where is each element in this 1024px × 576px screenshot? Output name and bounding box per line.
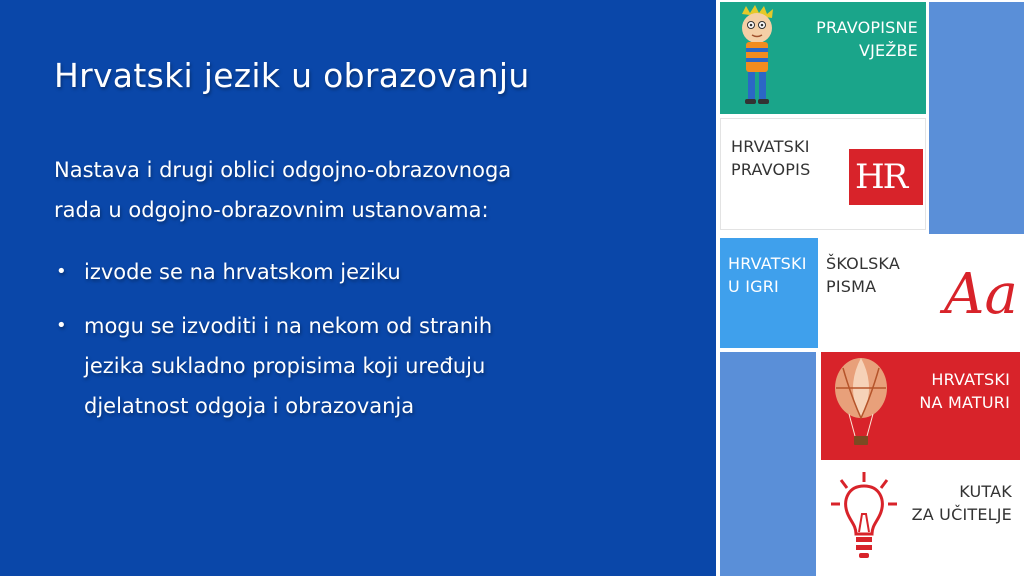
tile-label: HRVATSKI NA MATURI [919, 370, 1010, 412]
tile-hrvatski-na-maturi[interactable] [821, 352, 1020, 460]
resource-tiles-panel [716, 0, 1024, 576]
decorative-block [720, 352, 816, 576]
hot-air-balloon-icon [831, 356, 891, 456]
bullet-item [54, 306, 674, 426]
tile-hrvatski-u-igri[interactable] [720, 238, 818, 348]
tile-label: ŠKOLSKA PISMA [826, 254, 900, 296]
bullet-line: mogu se izvoditi i na nekom od stranih [84, 314, 493, 338]
aa-script-icon: Aa [944, 262, 1018, 327]
intro-line: Nastava i drugi oblici odgojno-obrazovnoga [54, 158, 512, 182]
hr-logo-icon: HR [849, 149, 923, 205]
tile-label: HRVATSKI U IGRI [728, 254, 807, 296]
bullet-item [54, 252, 674, 292]
light-bulb-icon [829, 470, 899, 570]
tile-skolska-pisma[interactable] [820, 238, 1024, 348]
bullet-line: izvode se na hrvatskom jeziku [84, 260, 401, 284]
slide-title: Hrvatski jezik u obrazovanju [54, 56, 530, 95]
tile-label: PRAVOPISNE VJEŽBE [816, 18, 918, 60]
slide-intro [54, 150, 694, 230]
tile-pravopisne-vjezbe[interactable] [720, 2, 926, 114]
cartoon-boy-icon [728, 4, 788, 114]
bullet-list [54, 252, 674, 440]
bullet-line: jezika sukladno propisima koji uređuju [84, 354, 486, 378]
bullet-marker: • [56, 261, 67, 282]
intro-line: rada u odgojno-obrazovnim ustanovama: [54, 198, 489, 222]
decorative-block [929, 2, 1024, 234]
tile-hrvatski-pravopis[interactable] [720, 118, 926, 230]
tile-label: KUTAK ZA UČITELJE [911, 482, 1012, 524]
tile-kutak-za-ucitelje[interactable] [821, 464, 1020, 576]
bullet-line: djelatnost odgoja i obrazovanja [84, 394, 415, 418]
tile-label: HRVATSKI PRAVOPIS [731, 137, 811, 179]
bullet-marker: • [56, 315, 67, 336]
